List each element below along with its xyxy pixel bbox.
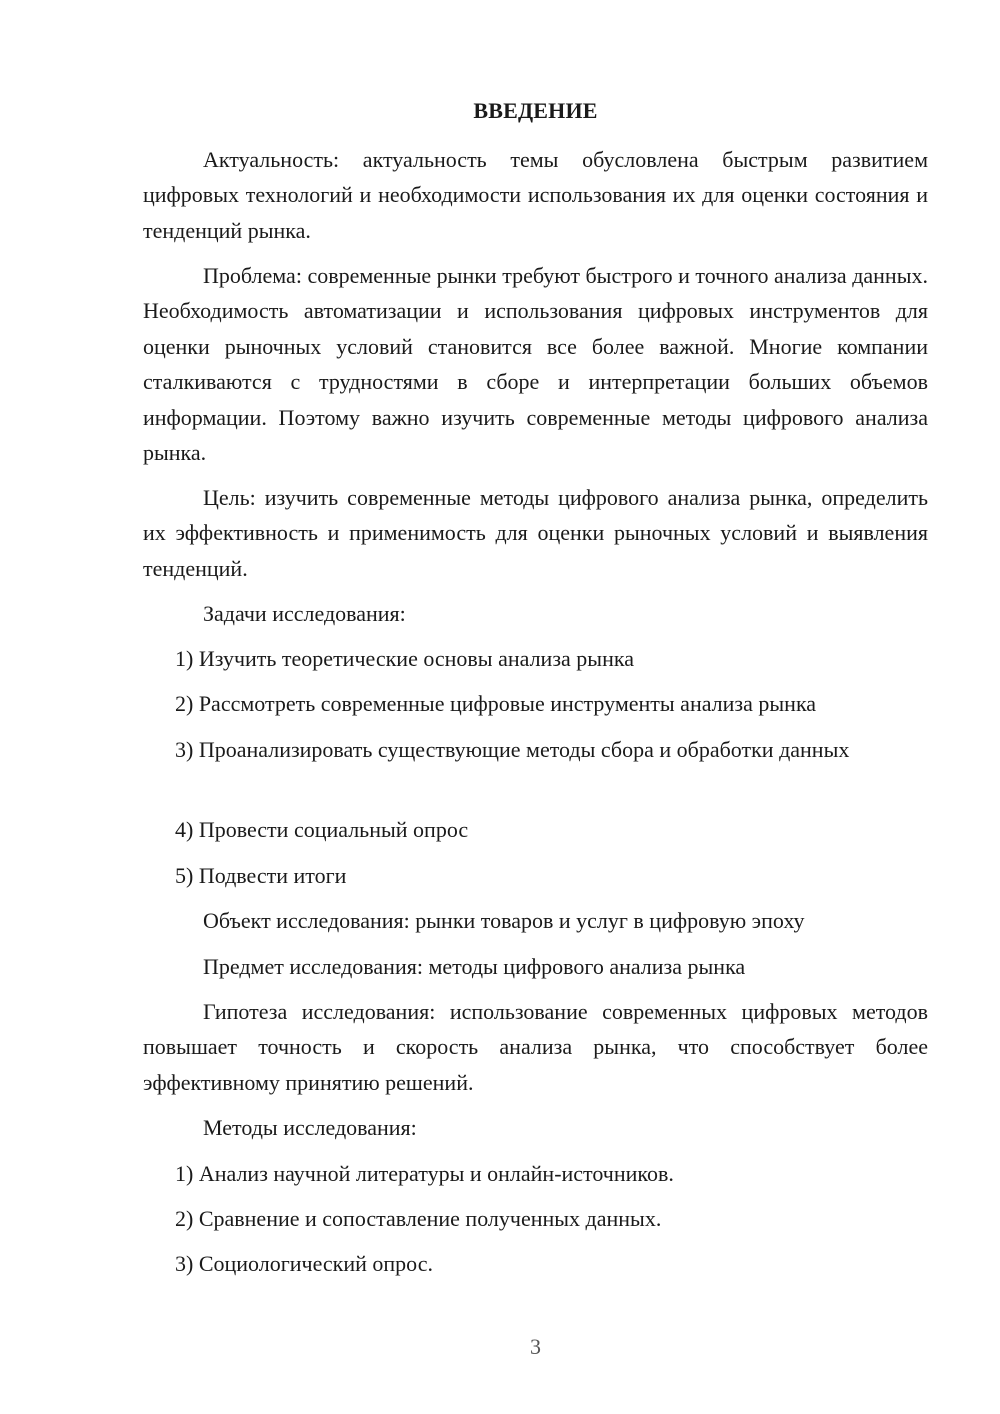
problem-paragraph: Проблема: современные рынки требуют быстрого и точного анализа данных. Необходимость автоматизации и использования цифровых инструментов для оценки рыночных условий становится все более важной. Многие компании сталкиваются с трудностями в сборе и интерпретации больших объемов информации. Поэтому важно изучить современные методы цифрового анализа рынка. bbox=[143, 263, 928, 466]
task-item: 1) Изучить теоретические основы анализа рынка bbox=[175, 646, 634, 671]
page-title: ВВЕДЕНИЕ bbox=[473, 98, 598, 123]
goal-paragraph: Цель: изучить современные методы цифрового анализа рынка, определить их эффективность и применимость для оценки рыночных условий и выявления тенденций. bbox=[143, 485, 928, 581]
tasks-heading: Задачи исследования: bbox=[203, 601, 406, 626]
page-number: 3 bbox=[530, 1334, 541, 1359]
method-item: 2) Сравнение и сопоставление полученных данных. bbox=[175, 1206, 662, 1231]
relevance-paragraph: Актуальность: актуальность темы обусловлена быстрым развитием цифровых технологий и необходимости использования их для оценки состояния и тенденций рынка. bbox=[143, 147, 928, 243]
hypothesis-paragraph: Гипотеза исследования: использование современных цифровых методов повышает точность и скорость анализа рынка, что способствует более эффективному принятию решений. bbox=[143, 999, 928, 1095]
task-item: 2) Рассмотреть современные цифровые инструменты анализа рынка bbox=[175, 691, 817, 716]
method-item: 3) Социологический опрос. bbox=[175, 1251, 433, 1276]
document-page bbox=[143, 0, 928, 1414]
method-item: 1) Анализ научной литературы и онлайн-источников. bbox=[175, 1161, 674, 1186]
task-item: 5) Подвести итоги bbox=[175, 863, 347, 888]
task-item: 3) Проанализировать существующие методы сбора и обработки данных bbox=[175, 737, 850, 762]
subject-paragraph: Предмет исследования: методы цифрового анализа рынка bbox=[203, 954, 746, 979]
task-item: 4) Провести социальный опрос bbox=[175, 817, 469, 842]
methods-heading: Методы исследования: bbox=[203, 1115, 417, 1140]
object-paragraph: Объект исследования: рынки товаров и услуг в цифровую эпоху bbox=[203, 908, 805, 933]
